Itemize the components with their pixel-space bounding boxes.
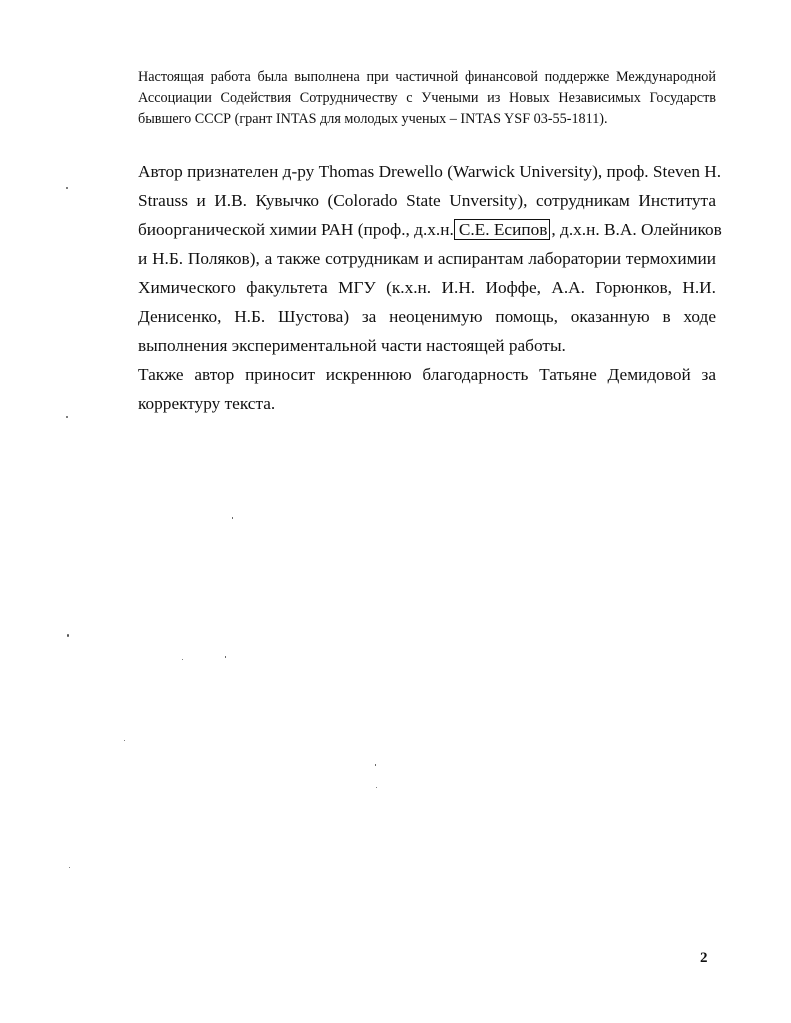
scan-speck xyxy=(67,634,69,637)
paragraph-line: Strauss и И.В. Кувычко (Colorado State Unversity), сотрудникам Института xyxy=(138,191,716,210)
page-number: 2 xyxy=(700,950,708,966)
funding-note-line: Настоящая работа была выполнена при частичной финансовой поддержке Международной xyxy=(138,69,716,85)
boxed-name: С.Е. Есипов xyxy=(454,219,551,240)
acknowledgements-paragraph-1 xyxy=(138,157,722,360)
paragraph-line: корректуру текста. xyxy=(138,394,276,413)
paragraph-line: Автор признателен д-ру Thomas Drewello (Warwick University), проф. Steven H. xyxy=(138,162,722,181)
scan-speck xyxy=(69,867,70,868)
acknowledgements-paragraph-2 xyxy=(138,360,716,418)
paragraph-line: Также автор приносит искреннюю благодарность Татьяне Демидовой за xyxy=(138,365,716,384)
scan-speck xyxy=(376,787,377,788)
line-text-after: , д.х.н. В.А. Олейников xyxy=(551,220,722,239)
funding-note-line: Ассоциации Содействия Сотрудничеству с Учеными из Новых Независимых Государств xyxy=(138,90,716,106)
scan-speck xyxy=(375,764,376,766)
line-text-before: биоорганической химии РАН (проф., д.х.н. xyxy=(138,220,454,239)
paragraph-line: Химического факультета МГУ (к.х.н. И.Н. Иоффе, А.А. Горюнков, Н.И. xyxy=(138,278,716,297)
scan-speck xyxy=(66,187,68,189)
paragraph-line: выполнения экспериментальной части настоящей работы. xyxy=(138,336,566,355)
scan-speck xyxy=(124,740,125,741)
funding-note-line: бывшего СССР (грант INTAS для молодых ученых – INTAS YSF 03-55-1811). xyxy=(138,111,608,127)
scan-speck xyxy=(66,416,68,418)
paragraph-line: Денисенко, Н.Б. Шустова) за неоценимую помощь, оказанную в ходе xyxy=(138,307,716,326)
scan-speck xyxy=(232,517,233,519)
scan-speck xyxy=(225,656,226,658)
scan-speck xyxy=(182,659,183,660)
funding-note xyxy=(138,67,716,130)
paragraph-line-with-boxed-name xyxy=(138,215,722,244)
paragraph-line: и Н.Б. Поляков), а также сотрудникам и аспирантам лаборатории термохимии xyxy=(138,249,716,268)
